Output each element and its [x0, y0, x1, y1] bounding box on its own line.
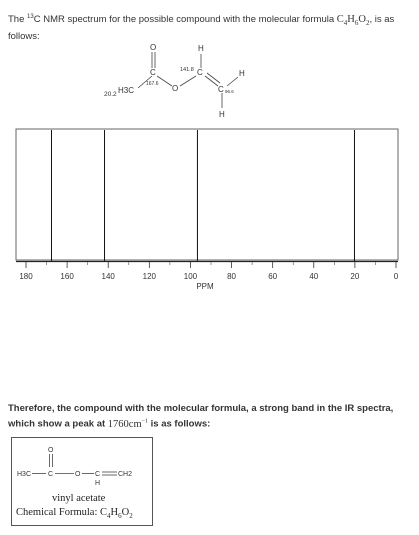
tick-label: 0: [393, 272, 399, 281]
box-atom-h: H: [95, 480, 101, 487]
tick-label: 160: [60, 272, 74, 281]
conclusion-line-2: [8, 415, 413, 431]
conclusion-line-1: Therefore, the compound with the molecular formula, a strong band in the IR spectra,: [8, 403, 394, 414]
conclusion-line-2-suffix: is as follows:: [150, 418, 211, 430]
intro-body: C NMR spectrum for the possible compound with the molecular formula: [33, 14, 335, 26]
box-atom-ch2: CH2: [118, 471, 133, 478]
tick-label: 120: [142, 272, 157, 281]
shift-co: 167.6: [146, 81, 159, 87]
compound-name: vinyl acetate: [52, 493, 106, 504]
atom-h-right: H: [239, 69, 245, 78]
atom-c-end: C: [218, 85, 224, 94]
intro-formula: $C_4H_6O_2$: [336, 14, 370, 28]
intro-text: The $^{13}$C NMR spectrum for the possible compound with the molecular formula $C_4H_6O_2$, is as follows:: [8, 14, 395, 43]
tick-label: 20: [350, 272, 360, 281]
atom-c-carbonyl: C: [150, 68, 156, 77]
tick-label: 140: [101, 272, 115, 281]
box-atom-h3c: H3C: [17, 471, 32, 478]
atom-h-top: H: [198, 44, 204, 53]
box-atom-o-mid: O: [75, 471, 81, 478]
shift-ch2: 96.6: [225, 89, 234, 94]
shift-ch: 141.8: [180, 67, 194, 73]
answer-box: [11, 437, 153, 526]
tick-label: 40: [309, 272, 319, 281]
atom-o-top: O: [150, 43, 157, 52]
isotope-superscript: 13: [27, 14, 34, 20]
tick-label: 60: [268, 272, 278, 281]
atom-c-vinyl: C: [197, 68, 203, 77]
box-atom-o-top: O: [48, 447, 54, 454]
shift-ch3: 20.2: [104, 91, 117, 98]
chemical-formula: Chemical Formula: $C_4H_6O_2$: [16, 507, 133, 521]
tick-label: 100: [183, 272, 198, 281]
x-axis-ticks: [19, 262, 398, 281]
peaks-group: [51, 130, 354, 261]
atom-o-ester: O: [172, 84, 179, 93]
atom-h3c: H3C: [118, 86, 135, 95]
tick-label: 180: [19, 272, 33, 281]
molecule-structure: [104, 43, 245, 119]
box-atom-c1: C: [48, 471, 54, 478]
spectrum-frame: [16, 129, 398, 260]
wavenumber-value: 1760cm: [107, 418, 142, 430]
chemical-formula-label: Chemical Formula:: [16, 507, 100, 518]
tick-label: 80: [227, 272, 237, 281]
conclusion-line-2-prefix: which show a peak at: [8, 418, 106, 430]
atom-h-bottom: H: [219, 110, 225, 119]
box-atom-c2: C: [95, 471, 101, 478]
intro-prefix: The: [8, 14, 28, 26]
intro-suffix: is as follows:: [8, 14, 395, 43]
vinyl-acetate-structure: [12, 438, 152, 493]
x-axis-label: PPM: [196, 282, 214, 291]
wavenumber: [108, 419, 148, 430]
wavenumber-exponent: −1: [141, 418, 148, 424]
conclusion-text: [8, 402, 413, 431]
